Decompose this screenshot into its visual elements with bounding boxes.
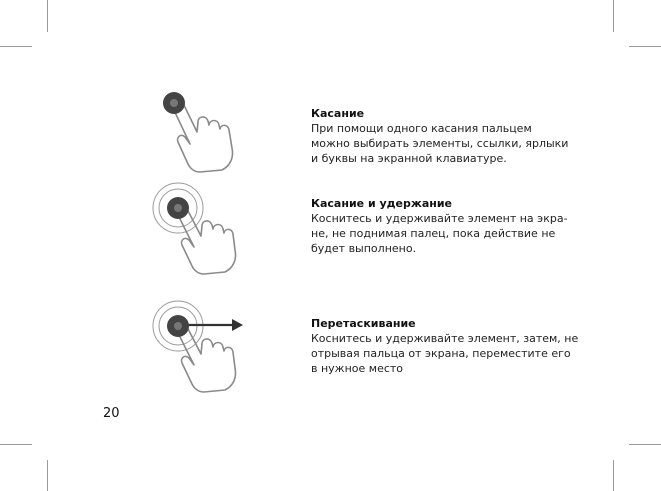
gesture-drag-block [311, 316, 601, 376]
crop-mark [47, 460, 48, 491]
crop-mark [629, 444, 661, 445]
crop-mark [0, 444, 32, 445]
drag-gesture-icon [150, 296, 250, 406]
gesture-description: Коснитесь и удерживайте элемент на экра- не, не поднимая палец, пока действие не будет выполнено. [311, 212, 568, 255]
tap-gesture-icon [150, 78, 250, 178]
gesture-tap-block [311, 106, 601, 166]
gesture-title: Касание [311, 107, 365, 120]
crop-mark [0, 46, 32, 47]
crop-mark [47, 0, 48, 32]
gesture-title: Касание и удержание [311, 197, 453, 210]
crop-mark [629, 46, 661, 47]
page-number: 20 [103, 406, 120, 421]
gesture-title: Перетаскивание [311, 317, 416, 330]
crop-mark [613, 0, 614, 32]
gesture-description: Коснитесь и удерживайте элемент, затем, не отрывая пальца от экрана, переместите его в нужное место [311, 332, 579, 375]
crop-mark [613, 460, 614, 491]
gesture-description: При помощи одного касания пальцем можно выбирать элементы, ссылки, ярлыки и буквы на экранной клавиатуре. [311, 122, 569, 165]
tap-and-hold-gesture-icon [150, 178, 250, 278]
gesture-tap-and-hold-block [311, 196, 601, 256]
